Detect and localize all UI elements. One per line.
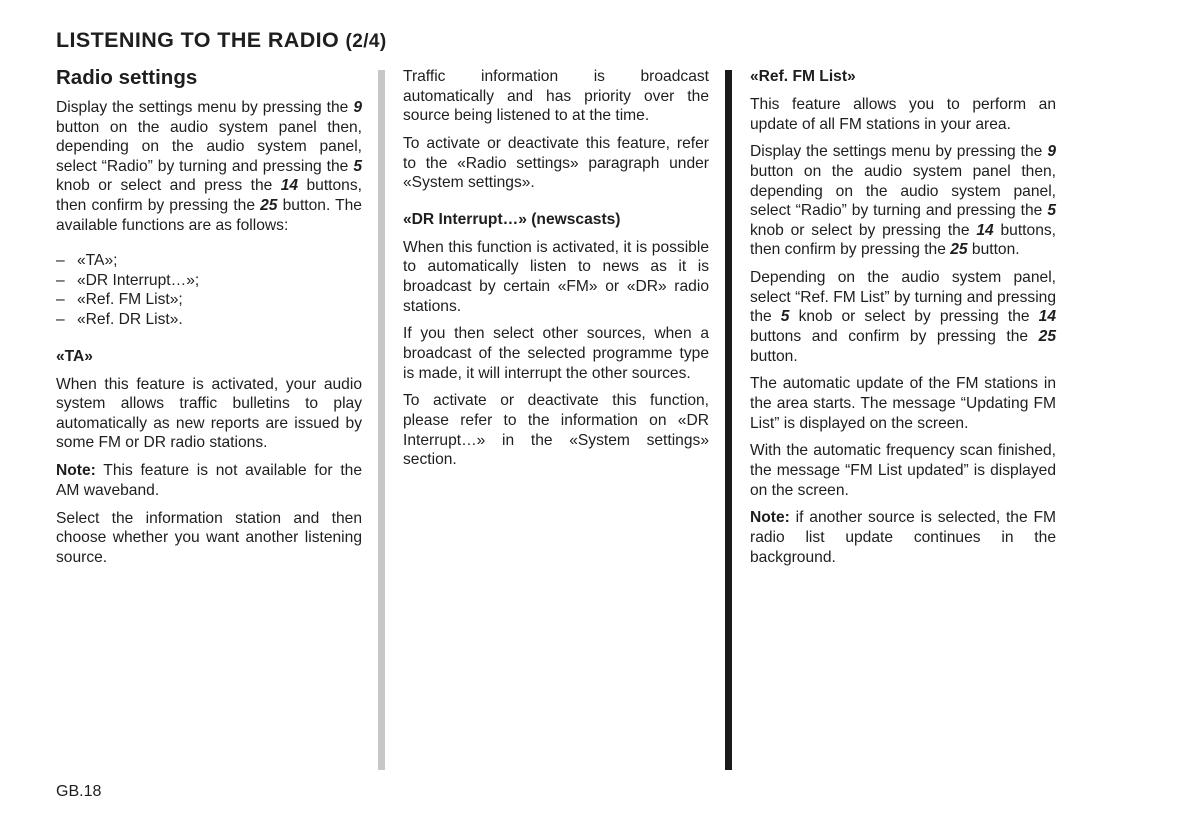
button-ref-5: 5 [780, 308, 790, 326]
text-run: knob or select by pressing the [789, 308, 1039, 326]
note-label: Note: [750, 509, 790, 527]
button-ref-5: 5 [353, 157, 362, 175]
list-item: – «TA»; [56, 251, 362, 271]
page-title-part: (2/4) [345, 31, 387, 52]
list-item: – «Ref. DR List». [56, 310, 362, 330]
text-run: Display the settings menu by pressing the [750, 143, 1048, 161]
column-divider-black [725, 70, 732, 770]
column-ref-fm-list [750, 67, 1056, 575]
column-divider-grey [378, 70, 385, 770]
sub-heading-ta: «TA» [56, 347, 93, 365]
text-run: button on the audio system panel then, depending on the audio system panel, select “Radio” by turning and pressing the [56, 118, 362, 175]
sub-heading-dr-interrupt: «DR Interrupt…» (newscasts) [403, 210, 621, 228]
text-run: Depending on the audio system panel, select “Ref. FM List” by turning and pressing the [750, 269, 1056, 326]
column-radio-settings [56, 66, 362, 576]
depending-paragraph [750, 268, 1056, 366]
button-ref-25: 25 [1038, 328, 1056, 345]
feature-paragraph: This feature allows you to perform an update of all FM stations in your area. [750, 96, 1056, 133]
note-text: This feature is not available for the AM waveband. [56, 462, 362, 499]
button-ref-9: 9 [353, 99, 362, 116]
list-item: – «Ref. FM List»; [56, 290, 362, 310]
text-run: button. The available functions are as follows: [56, 196, 362, 234]
sub-heading-ref-fm-list: «Ref. FM List» [750, 68, 856, 85]
text-run: Display the settings menu by pressing the [56, 99, 354, 116]
function-list [56, 251, 362, 329]
note-paragraph [750, 508, 1056, 567]
ta-paragraph: When this feature is activated, your audio system allows traffic bulletins to play automatically as new reports are issued by some FM or DR radio stations. [56, 375, 362, 452]
button-ref-5: 5 [1047, 202, 1056, 220]
text-run: knob or select and press the [56, 177, 281, 195]
sources-paragraph: If you then select other sources, when a broadcast of the selected programme type is made, it will interrupt the other sources. [403, 325, 709, 382]
page-title-text: LISTENING TO THE RADIO [56, 28, 340, 52]
button-ref-14: 14 [976, 221, 994, 239]
intro-paragraph [56, 98, 362, 235]
text-run: knob or select by pressing the [750, 221, 977, 239]
note-paragraph [56, 461, 362, 500]
auto-update-paragraph: The automatic update of the FM stations in the area starts. The message “Updating FM List” is displayed on the screen. [750, 375, 1056, 432]
text-run: button. [967, 241, 1020, 259]
list-item: – «DR Interrupt…»; [56, 271, 362, 291]
text-run: buttons and confirm by pressing the [750, 328, 1039, 345]
button-ref-14: 14 [1038, 308, 1056, 326]
activate-paragraph: To activate or deactivate this feature, refer to the «Radio settings» paragraph under «System settings». [403, 134, 709, 192]
button-ref-9: 9 [1047, 143, 1056, 161]
scan-paragraph: With the automatic frequency scan finished, the message “FM List updated” is displayed on the screen. [750, 442, 1056, 499]
display-paragraph [750, 142, 1056, 260]
select-paragraph: Select the information station and then choose whether you want another listening source. [56, 509, 362, 566]
dr-paragraph: When this function is activated, it is possible to automatically listen to news as it is broadcast by certain «FM» or «DR» radio stations. [403, 238, 709, 315]
text-run: buttons, then confirm by pressing the [56, 177, 362, 214]
traffic-paragraph: Traffic information is broadcast automatically and has priority over the source being listened to at the time. [403, 68, 709, 125]
text-run: button on the audio system panel then, depending on the audio system panel, select “Radio” by turning and pressing the [750, 163, 1056, 220]
note-label: Note: [56, 462, 96, 480]
button-ref-14: 14 [280, 177, 299, 195]
section-heading-radio-settings: Radio settings [56, 66, 198, 89]
text-run: button. [750, 347, 798, 365]
button-ref-25: 25 [950, 241, 968, 259]
button-ref-25: 25 [260, 196, 278, 214]
page-number: GB.18 [56, 783, 102, 800]
note-text: if another source is selected, the FM radio list update continues in the background. [750, 509, 1056, 566]
page-title [56, 28, 387, 53]
deactivate-paragraph: To activate or deactivate this function, please refer to the information on «DR Interrupt…» in the «System settings» section. [403, 392, 709, 469]
column-traffic-dr [403, 67, 709, 478]
text-run: buttons, then confirm by pressing the [750, 221, 1056, 259]
